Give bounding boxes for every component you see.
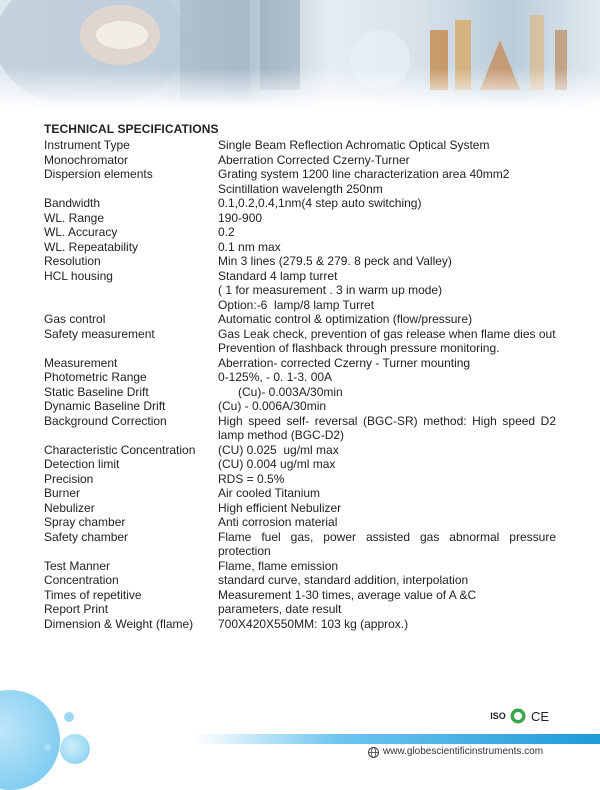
spec-value xyxy=(218,529,560,559)
page-title: TECHNICAL SPECIFICATIONS xyxy=(44,122,219,136)
spec-value-line: 0.1 nm max xyxy=(218,239,281,254)
spec-label: Instrument Type xyxy=(44,138,130,152)
spec-value-line: 700X420X550MM: 103 kg (approx.) xyxy=(218,616,409,631)
spec-label: Photometric Range xyxy=(44,370,147,384)
spec-label: Dispersion elements xyxy=(44,167,153,181)
spec-value-line: ( 1 for measurement . 3 in warm up mode) xyxy=(218,283,443,297)
spec-label: Characteristic Concentration xyxy=(44,442,196,457)
spec-value xyxy=(218,370,556,385)
spec-value xyxy=(218,617,556,632)
spec-value-line: High efficient Nebulizer xyxy=(218,500,342,515)
website-url[interactable]: www.globescientificinstruments.com xyxy=(383,746,544,757)
spec-value xyxy=(218,399,556,414)
spec-value xyxy=(218,486,556,501)
spec-value xyxy=(218,602,556,617)
spec-value-line: 0-125%, - 0. 1-3. 00A xyxy=(218,370,333,384)
spec-row xyxy=(44,399,556,414)
spec-label: Monochromator xyxy=(44,152,129,167)
spec-row xyxy=(44,501,556,516)
spec-value xyxy=(218,356,556,371)
spec-label: Measurement xyxy=(44,355,118,370)
spec-label: Concentration xyxy=(44,573,119,587)
spec-label: WL. Repeatability xyxy=(44,239,139,254)
spec-value xyxy=(218,153,556,168)
decorative-bubble xyxy=(60,734,90,764)
spec-label: Safety measurement xyxy=(44,326,155,341)
spec-row xyxy=(44,515,556,530)
spec-value-line: RDS = 0.5% xyxy=(218,471,285,486)
spec-value xyxy=(218,327,556,356)
spec-row xyxy=(44,327,556,356)
spec-value-line: Grating system 1200 line characterization area 40mm2 xyxy=(218,167,510,181)
spec-value xyxy=(218,385,556,400)
spec-value xyxy=(218,240,556,255)
spec-row xyxy=(44,167,556,196)
footer-accent-bar xyxy=(195,734,600,744)
decorative-bubble xyxy=(0,690,60,790)
spec-value-line: 190-900 xyxy=(218,210,263,225)
spec-value xyxy=(218,515,556,530)
spec-row xyxy=(44,443,556,458)
spec-value xyxy=(218,269,556,313)
spec-row xyxy=(44,254,556,269)
spec-row xyxy=(44,370,556,385)
spec-row xyxy=(44,138,556,153)
spec-value-line: Option:-6 lamp/8 lamp Turret xyxy=(218,297,375,312)
spec-value-line: High speed self- reversal (BGC-SR) method: High speed D2 lamp method (BGC-D2) xyxy=(218,413,560,442)
spec-row xyxy=(44,529,560,559)
spec-value-line: (Cu) - 0.006A/30min xyxy=(218,399,327,413)
spec-row xyxy=(44,602,556,617)
specifications-table xyxy=(44,138,560,631)
spec-value-line: 0.1,0.2,0.4,1nm(4 step auto switching) xyxy=(218,196,422,210)
spec-value xyxy=(218,588,556,603)
spec-row xyxy=(44,457,556,472)
spec-value xyxy=(218,211,556,226)
spec-label: Dimension & Weight (flame) xyxy=(44,616,194,631)
spec-value-line: (CU) 0.025 ug/ml max xyxy=(218,442,339,457)
spec-label: Burner xyxy=(44,486,81,500)
spec-value-line: 0.2 xyxy=(218,225,235,239)
spec-value-line: Anti corrosion material xyxy=(218,515,338,529)
spec-value-line: (Cu)- 0.003A/30min xyxy=(218,384,343,399)
spec-row xyxy=(44,385,556,400)
spec-row xyxy=(44,269,556,313)
spec-row xyxy=(44,472,556,487)
spec-value-line: Prevention of flashback through pressure monitoring. xyxy=(218,341,500,355)
spec-value xyxy=(218,472,556,487)
spec-value xyxy=(218,225,556,240)
spec-value-line: Gas Leak check, prevention of gas release when flame dies out xyxy=(218,326,556,341)
spec-row xyxy=(44,153,556,168)
spec-row xyxy=(44,486,556,501)
spec-row xyxy=(44,312,556,327)
decorative-bubble xyxy=(64,712,74,722)
spec-label: HCL housing xyxy=(44,268,113,283)
spec-label: Gas control xyxy=(44,312,106,326)
eco-certification-icon xyxy=(510,708,526,724)
spec-value-line: Flame, flame emission xyxy=(218,558,339,573)
spec-value xyxy=(218,167,556,196)
spec-label: Resolution xyxy=(44,254,101,268)
iso-certification-badge xyxy=(489,708,507,724)
spec-value-line: Automatic control & optimization (flow/pressure) xyxy=(218,312,473,326)
spec-label: WL. Range xyxy=(44,210,105,225)
spec-row xyxy=(44,356,556,371)
spec-value xyxy=(218,457,556,472)
spec-value xyxy=(218,312,556,327)
spec-row xyxy=(44,559,556,574)
spec-label: Precision xyxy=(44,471,94,486)
spec-value-line: Single Beam Reflection Achromatic Optical System xyxy=(218,138,490,152)
spec-label: Safety chamber xyxy=(44,529,129,544)
spec-value-line: (CU) 0.004 ug/ml max xyxy=(218,457,336,471)
spec-label: Bandwidth xyxy=(44,196,101,210)
spec-value xyxy=(218,254,556,269)
spec-value-line: Measurement 1-30 times, average value of A &C xyxy=(218,587,477,602)
spec-row xyxy=(44,573,556,588)
spec-value-line: Aberration Corrected Czerny-Turner xyxy=(218,152,410,167)
spec-value xyxy=(218,196,556,211)
spec-value-line: Scintillation wavelength 250nm xyxy=(218,181,383,196)
spec-label: Static Baseline Drift xyxy=(44,384,149,399)
spec-value xyxy=(218,443,556,458)
spec-value-line: Aberration- corrected Czerny - Turner mounting xyxy=(218,355,471,370)
spec-label: Background Correction xyxy=(44,413,167,428)
header-banner-image xyxy=(0,0,600,108)
spec-value xyxy=(218,138,556,153)
spec-value xyxy=(218,413,560,443)
spec-row xyxy=(44,211,556,226)
spec-label: Nebulizer xyxy=(44,500,95,515)
spec-label: Times of repetitive xyxy=(44,587,142,602)
spec-value-line: Standard 4 lamp turret xyxy=(218,268,338,283)
spec-value-line: Flame fuel gas, power assisted gas abnormal pressure protection xyxy=(218,529,560,558)
decorative-bubble xyxy=(44,744,51,751)
spec-value-line: Min 3 lines (279.5 & 279. 8 peck and Valley) xyxy=(218,254,452,268)
spec-row xyxy=(44,225,556,240)
spec-label: WL. Accuracy xyxy=(44,225,118,239)
spec-label: Report Print xyxy=(44,602,109,616)
spec-row xyxy=(44,617,556,632)
spec-row xyxy=(44,413,560,443)
ce-badge-label: CE xyxy=(530,708,550,724)
globe-icon xyxy=(368,745,379,756)
spec-label: Spray chamber xyxy=(44,515,126,529)
spec-row xyxy=(44,196,556,211)
iso-badge-label: ISO xyxy=(490,711,506,721)
spec-value xyxy=(218,501,556,516)
spec-row xyxy=(44,240,556,255)
spec-value xyxy=(218,559,556,574)
spec-label: Test Manner xyxy=(44,558,111,573)
spec-value xyxy=(218,573,556,588)
spec-row xyxy=(44,588,556,603)
spec-value-line: standard curve, standard addition, interpolation xyxy=(218,573,469,587)
spec-value-line: Air cooled Titanium xyxy=(218,486,321,500)
spec-label: Detection limit xyxy=(44,457,120,471)
spec-value-line: parameters, date result xyxy=(218,602,342,616)
spec-label: Dynamic Baseline Drift xyxy=(44,399,166,413)
ce-mark-badge xyxy=(530,708,550,724)
